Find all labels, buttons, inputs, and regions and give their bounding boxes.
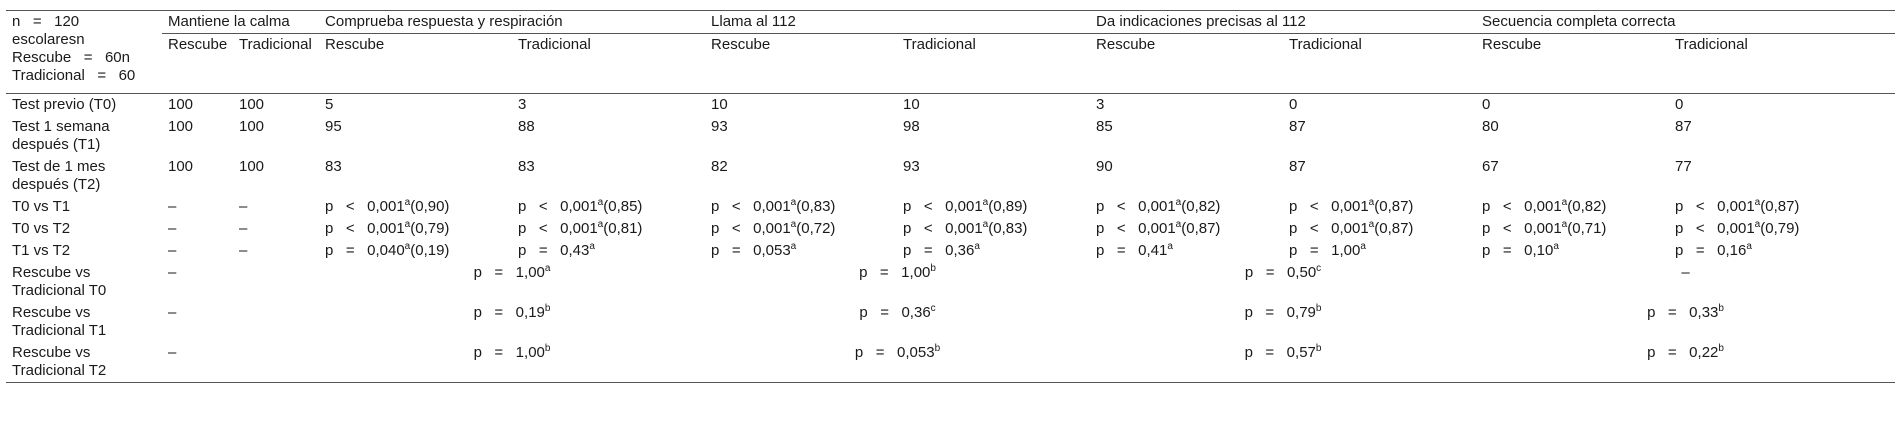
row-label: T1 vs T2 bbox=[12, 242, 71, 259]
effect-size: (0,81) bbox=[603, 220, 643, 237]
p-value-group bbox=[1647, 344, 1724, 362]
p-value-cell bbox=[705, 218, 897, 240]
p-value: p < 0,001 bbox=[1675, 198, 1755, 215]
subheader-tradicional: Tradicional bbox=[512, 34, 705, 94]
footnote-mark: a bbox=[1754, 219, 1761, 230]
cell-value: – bbox=[162, 342, 319, 383]
cell-value: – bbox=[239, 242, 248, 259]
p-value-group bbox=[1647, 304, 1724, 322]
footnote-mark: a bbox=[544, 263, 551, 274]
p-value-cell bbox=[1669, 240, 1895, 262]
footnote-mark: b bbox=[930, 263, 936, 274]
p-value-group bbox=[1681, 264, 1689, 282]
p-value-cell bbox=[1090, 262, 1476, 302]
effect-size: (0,71) bbox=[1567, 220, 1607, 237]
cell-value: – bbox=[168, 220, 177, 237]
p-value-cell bbox=[897, 240, 1090, 262]
cell-value: 5 bbox=[325, 96, 334, 113]
footnote-mark: a bbox=[589, 241, 595, 252]
cell-value: 10 bbox=[711, 96, 728, 113]
group-header-indicaciones: Da indicaciones precisas al 112 bbox=[1090, 11, 1476, 34]
p-value-cell bbox=[319, 262, 705, 302]
effect-size: (0,87) bbox=[1374, 198, 1414, 215]
group-header-secuencia: Secuencia completa correcta bbox=[1476, 11, 1895, 34]
effect-size: (0,85) bbox=[603, 198, 643, 215]
footnote-mark: a bbox=[790, 241, 797, 252]
cell-value: 87 bbox=[1289, 118, 1306, 135]
p-value-cell bbox=[1090, 342, 1476, 383]
footnote-mark: a bbox=[1175, 197, 1182, 208]
corner-line: escolaresn bbox=[12, 31, 85, 48]
cell-value: 88 bbox=[518, 118, 535, 135]
footnote-mark: a bbox=[1175, 219, 1182, 230]
footnote-mark: a bbox=[982, 197, 989, 208]
footnote-mark: a bbox=[982, 219, 989, 230]
subheader-rescube: Rescube bbox=[162, 34, 233, 94]
p-value-cell bbox=[1283, 240, 1476, 262]
p-value: p < 0,001 bbox=[711, 220, 791, 237]
cell-value: 100 bbox=[168, 118, 194, 135]
p-value: p = 0,053 bbox=[854, 344, 935, 361]
group-header-row bbox=[6, 11, 1895, 34]
row-label: Test previo (T0) bbox=[12, 96, 117, 113]
p-value-group bbox=[859, 264, 936, 282]
cell-value: 95 bbox=[325, 118, 342, 135]
p-value-cell bbox=[319, 218, 512, 240]
p-value: p < 0,001 bbox=[903, 220, 983, 237]
p-value: – bbox=[1681, 264, 1690, 281]
p-value-cell bbox=[897, 218, 1090, 240]
cell-value: 93 bbox=[711, 118, 728, 135]
p-value-group bbox=[474, 344, 551, 362]
p-value: p = 0,33 bbox=[1647, 304, 1719, 321]
p-value: p < 0,001 bbox=[325, 220, 405, 237]
row-label: T0 vs T1 bbox=[12, 198, 71, 215]
p-value-cell bbox=[1090, 240, 1283, 262]
p-value: p < 0,001 bbox=[1289, 198, 1369, 215]
footnote-mark: a bbox=[597, 219, 604, 230]
footnote-mark: a bbox=[974, 241, 980, 252]
footnote-mark: a bbox=[1754, 197, 1761, 208]
p-value-cell bbox=[705, 196, 897, 218]
p-value: p < 0,001 bbox=[903, 198, 983, 215]
p-value: p = 0,22 bbox=[1647, 344, 1719, 361]
sample-size-header bbox=[6, 11, 162, 94]
table-row bbox=[6, 240, 1895, 262]
footnote-mark: b bbox=[544, 343, 551, 354]
cell-value: 10 bbox=[903, 96, 920, 113]
effect-size: (0,79) bbox=[1760, 220, 1800, 237]
footnote-mark: b bbox=[934, 343, 941, 354]
cell-value: 67 bbox=[1482, 158, 1499, 175]
cell-value: – bbox=[239, 198, 248, 215]
row-label: Rescube vs Tradicional T0 bbox=[12, 264, 107, 299]
p-value: p = 0,16 bbox=[1675, 242, 1747, 259]
cell-value: 0 bbox=[1482, 96, 1491, 113]
cell-value: – bbox=[168, 242, 177, 259]
effect-size: (0,82) bbox=[1567, 198, 1607, 215]
footnote-mark: a bbox=[1553, 241, 1559, 252]
p-value-cell bbox=[319, 196, 512, 218]
p-value-cell bbox=[897, 196, 1090, 218]
cell-value: 83 bbox=[325, 158, 342, 175]
subheader-row bbox=[6, 34, 1895, 94]
p-value-group bbox=[855, 344, 940, 362]
cell-value: 93 bbox=[903, 158, 920, 175]
results-table bbox=[6, 10, 1895, 383]
cell-value: 100 bbox=[239, 158, 265, 175]
effect-size: (0,72) bbox=[796, 220, 836, 237]
footnote-mark: b bbox=[1718, 303, 1724, 314]
p-value-cell bbox=[705, 240, 897, 262]
p-value-group bbox=[1245, 264, 1321, 282]
subheader-rescube: Rescube bbox=[705, 34, 897, 94]
p-value-cell bbox=[1476, 218, 1669, 240]
subheader-rescube: Rescube bbox=[319, 34, 512, 94]
cell-value: 90 bbox=[1096, 158, 1113, 175]
p-value-cell bbox=[1283, 218, 1476, 240]
table-row bbox=[6, 156, 1895, 196]
cell-value: 0 bbox=[1675, 96, 1684, 113]
table-row bbox=[6, 116, 1895, 156]
cell-value: – bbox=[168, 198, 177, 215]
corner-line: Tradicional = 60 bbox=[12, 67, 136, 84]
cell-value: 3 bbox=[1096, 96, 1105, 113]
cell-value: 3 bbox=[518, 96, 527, 113]
cell-value: 82 bbox=[711, 158, 728, 175]
group-header-calma: Mantiene la calma bbox=[162, 11, 319, 34]
effect-size: (0,83) bbox=[988, 220, 1028, 237]
cell-value: 100 bbox=[168, 158, 194, 175]
p-value-cell bbox=[1669, 196, 1895, 218]
p-value-cell bbox=[705, 262, 1090, 302]
footnote-mark: b bbox=[1315, 343, 1322, 354]
effect-size: (0,82) bbox=[1181, 198, 1221, 215]
p-value: p = 0,41 bbox=[1096, 242, 1168, 259]
footnote-mark: a bbox=[1368, 197, 1375, 208]
p-value: p = 0,43 bbox=[518, 242, 590, 259]
cell-value: 80 bbox=[1482, 118, 1499, 135]
footnote-mark: c bbox=[1316, 263, 1322, 274]
effect-size: (0,83) bbox=[796, 198, 836, 215]
p-value: p < 0,001 bbox=[325, 198, 405, 215]
p-value: p = 1,00 bbox=[859, 264, 931, 281]
p-value-cell bbox=[1476, 262, 1895, 302]
subheader-rescube: Rescube bbox=[1090, 34, 1283, 94]
subheader-tradicional: Tradicional bbox=[1283, 34, 1476, 94]
cell-value: 0 bbox=[1289, 96, 1298, 113]
p-value: p = 0,10 bbox=[1482, 242, 1554, 259]
p-value: p = 1,00 bbox=[473, 344, 545, 361]
p-value-group bbox=[474, 264, 551, 282]
group-header-comprueba: Comprueba respuesta y respiración bbox=[319, 11, 705, 34]
row-label: Test 1 semana después (T1) bbox=[12, 118, 110, 153]
row-label: Test de 1 mes después (T2) bbox=[12, 158, 106, 193]
footnote-mark: a bbox=[404, 197, 411, 208]
p-value: p = 0,57 bbox=[1244, 344, 1316, 361]
p-value: p = 0,053 bbox=[711, 242, 791, 259]
row-label: Rescube vs Tradicional T2 bbox=[6, 342, 162, 383]
footnote-mark: a bbox=[404, 241, 411, 252]
corner-line: Rescube = 60n bbox=[12, 49, 130, 66]
cell-value: 87 bbox=[1289, 158, 1306, 175]
p-value-cell bbox=[512, 218, 705, 240]
table-row bbox=[6, 302, 1895, 342]
table-row bbox=[6, 262, 1895, 302]
footnote-mark: a bbox=[790, 219, 797, 230]
footnote-mark: b bbox=[1315, 303, 1322, 314]
p-value-cell bbox=[319, 240, 512, 262]
p-value: p < 0,001 bbox=[1482, 220, 1562, 237]
cell-value: – bbox=[168, 264, 177, 281]
p-value: p = 1,00 bbox=[473, 264, 545, 281]
row-label: T0 vs T2 bbox=[12, 220, 71, 237]
subheader-tradicional: Tradicional bbox=[1669, 34, 1895, 94]
p-value: p < 0,001 bbox=[518, 220, 598, 237]
cell-value: – bbox=[239, 220, 248, 237]
p-value: p < 0,001 bbox=[518, 198, 598, 215]
effect-size: (0,87) bbox=[1374, 220, 1414, 237]
p-value-cell bbox=[1090, 302, 1476, 342]
p-value-cell bbox=[1476, 240, 1669, 262]
cell-value: 98 bbox=[903, 118, 920, 135]
effect-size: (0,89) bbox=[988, 198, 1028, 215]
effect-size: (0,90) bbox=[410, 198, 450, 215]
table-row bbox=[6, 342, 1895, 383]
p-value-cell bbox=[512, 240, 705, 262]
table-row bbox=[6, 94, 1895, 117]
cell-value: 100 bbox=[239, 118, 265, 135]
footnote-mark: b bbox=[1718, 343, 1724, 354]
p-value: p = 0,040 bbox=[325, 242, 405, 259]
footnote-mark: a bbox=[597, 197, 604, 208]
p-value-cell bbox=[1090, 196, 1283, 218]
effect-size: (0,87) bbox=[1760, 198, 1800, 215]
p-value-group bbox=[1245, 344, 1322, 362]
footnote-mark: a bbox=[1561, 219, 1568, 230]
footnote-mark: a bbox=[1561, 197, 1568, 208]
p-value: p = 0,36 bbox=[859, 304, 931, 321]
p-value-cell bbox=[1476, 302, 1895, 342]
cell-value: 83 bbox=[518, 158, 535, 175]
p-value: p = 0,36 bbox=[903, 242, 975, 259]
p-value: p < 0,001 bbox=[1675, 220, 1755, 237]
table-row bbox=[6, 218, 1895, 240]
footnote-mark: a bbox=[404, 219, 411, 230]
p-value: p < 0,001 bbox=[711, 198, 791, 215]
p-value: p < 0,001 bbox=[1096, 220, 1176, 237]
p-value-cell bbox=[1090, 218, 1283, 240]
p-value: p = 1,00 bbox=[1289, 242, 1361, 259]
subheader-rescube: Rescube bbox=[1476, 34, 1669, 94]
effect-size: (0,87) bbox=[1181, 220, 1221, 237]
cell-value: – bbox=[168, 304, 177, 321]
cell-value: 77 bbox=[1675, 158, 1692, 175]
p-value: p = 0,19 bbox=[473, 304, 545, 321]
p-value-cell bbox=[705, 302, 1090, 342]
effect-size: (0,19) bbox=[410, 242, 450, 259]
footnote-mark: a bbox=[790, 197, 797, 208]
p-value: p = 0,50 bbox=[1244, 264, 1317, 281]
p-value-cell bbox=[319, 302, 705, 342]
table-row bbox=[6, 196, 1895, 218]
effect-size: (0,79) bbox=[410, 220, 450, 237]
row-label: Rescube vs Tradicional T1 bbox=[12, 304, 107, 339]
corner-line: n = 120 bbox=[12, 13, 80, 30]
p-value-cell bbox=[1476, 342, 1895, 383]
subheader-tradicional: Tradicional bbox=[233, 34, 319, 94]
footnote-mark: c bbox=[930, 303, 936, 314]
p-value-cell bbox=[1283, 196, 1476, 218]
p-value: p < 0,001 bbox=[1096, 198, 1176, 215]
footnote-mark: a bbox=[1360, 241, 1366, 252]
cell-value: 100 bbox=[168, 96, 194, 113]
p-value-group bbox=[1245, 304, 1322, 322]
cell-value: 100 bbox=[239, 96, 265, 113]
p-value-cell bbox=[319, 342, 705, 383]
footnote-mark: a bbox=[1368, 219, 1375, 230]
p-value: p < 0,001 bbox=[1289, 220, 1369, 237]
p-value-cell bbox=[1476, 196, 1669, 218]
p-value: p = 0,79 bbox=[1244, 304, 1316, 321]
p-value-cell bbox=[1669, 218, 1895, 240]
p-value-group bbox=[474, 304, 551, 322]
p-value-group bbox=[859, 304, 935, 322]
footnote-mark: a bbox=[1167, 241, 1173, 252]
p-value-cell bbox=[705, 342, 1090, 383]
p-value: p < 0,001 bbox=[1482, 198, 1562, 215]
p-value-cell bbox=[512, 196, 705, 218]
group-header-llama: Llama al 112 bbox=[705, 11, 1090, 34]
subheader-tradicional: Tradicional bbox=[897, 34, 1090, 94]
cell-value: 85 bbox=[1096, 118, 1113, 135]
cell-value: 87 bbox=[1675, 118, 1692, 135]
footnote-mark: a bbox=[1746, 241, 1752, 252]
footnote-mark: b bbox=[544, 303, 551, 314]
